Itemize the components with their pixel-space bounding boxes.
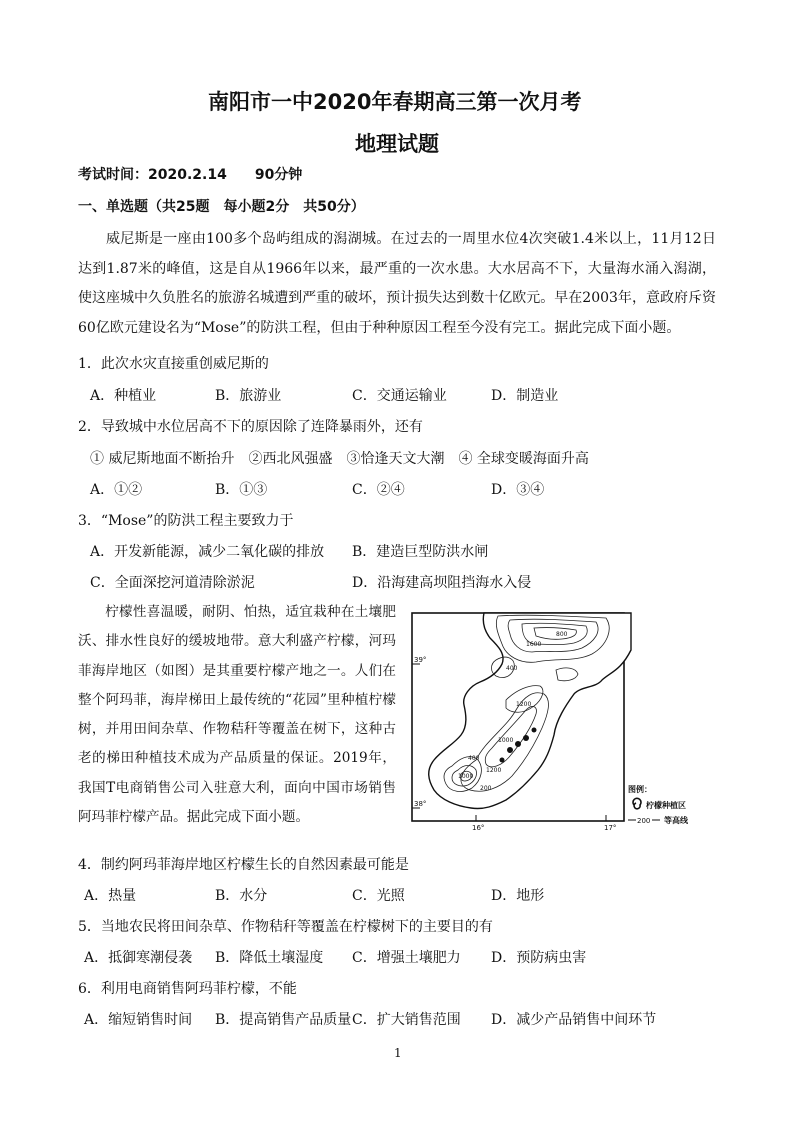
q6-option-c: C．扩大销售范围	[352, 1012, 461, 1028]
q3-option-d: D．沿海建高坝阻挡海水入侵	[352, 575, 532, 591]
exam-time: 考试时间：2020.2.14 90分钟	[78, 167, 303, 183]
map-legend	[628, 784, 689, 825]
contour-label-1: 1600	[526, 641, 542, 648]
q2-statements: ① 威尼斯地面不断抬升 ②西北风强盛 ③恰逢天文大潮 ④ 全球变暖海面升高	[90, 451, 589, 467]
q3-option-c: C．全面深挖河道清除淤泥	[90, 575, 255, 591]
passage-venice: 威尼斯是一座由100多个岛屿组成的潟湖城。在过去的一周里水位4次突破1.4米以上，11月12日达到1.87米的峰值，这是自从1966年以来，最严重的一次水患。大水居高不下，大量海水涌入潟湖，使这座城中久负胜名的旅游名城遭到严重的破坏，预计损失达到数十亿欧元。早在2003年，意政府斥资60亿欧元建设名为“Mose”的防洪工程，但由于种种原因工程至今没有完工。据此完成下面小题。	[78, 231, 716, 336]
q2-option-d: D．③④	[491, 482, 545, 498]
q1-option-a: A．种植业	[90, 388, 157, 404]
q2-option-a: A．①②	[90, 482, 143, 498]
q1-option-c: C．交通运输业	[352, 388, 447, 404]
lon-label-17: 17°	[604, 824, 617, 832]
legend-contour: 等高线	[664, 816, 688, 825]
exam-title: 南阳市一中2020年春期高三第一次月考	[208, 90, 582, 114]
question-6-stem: 6．利用电商销售阿玛菲柠檬，不能	[78, 981, 297, 997]
contour-label-2: 800	[556, 631, 568, 638]
lemon-zone-symbol	[633, 798, 641, 808]
contour-label-9: 1200	[486, 767, 502, 774]
lat-label-39: 39°	[414, 656, 427, 664]
legend-title: 图例：	[628, 785, 652, 794]
q5-option-b: B．降低土壤湿度	[215, 950, 324, 966]
section-heading: 一、单选题（共25题 每小题2分 共50分）	[78, 199, 365, 215]
question-1-stem: 1．此次水灾直接重创威尼斯的	[78, 356, 269, 372]
q5-option-d: D．预防病虫害	[491, 950, 587, 966]
q4-option-a: A．热量	[84, 888, 137, 904]
q5-option-c: C．增强土壤肥力	[352, 950, 461, 966]
q6-option-d: D．减少产品销售中间环节	[491, 1012, 657, 1028]
passage-lemon: 柠檬性喜温暖，耐阴、怕热，适宜栽种在土壤肥沃、排水性良好的缓坡地带。意大利盛产柠檬，河玛菲海岸地区（如图）是其重要柠檬产地之一。人们在整个阿玛菲，海岸梯田上最传统的“花园”里种植柠檬树，并用田间杂草、作物秸秆等覆盖在树下，这种古老的梯田种植技术成为产品质量的保证。2019年，我国T电商销售公司入驻意大利，面向中国市场销售阿玛菲柠檬产品。据此完成下面小题。	[78, 604, 396, 826]
q2-option-c: C．②④	[352, 482, 405, 498]
q4-option-c: C．光照	[352, 888, 405, 904]
q1-option-b: B．旅游业	[215, 388, 282, 404]
q1-option-d: D．制造业	[491, 388, 559, 404]
q3-option-b: B．建造巨型防洪水闸	[352, 544, 489, 560]
question-4-stem: 4．制约阿玛菲海岸地区柠檬生长的自然因素最可能是	[78, 857, 409, 873]
exam-subtitle: 地理试题	[355, 132, 439, 156]
q6-option-a: A．缩短销售时间	[84, 1012, 193, 1028]
q6-option-b: B．提高销售产品质量	[215, 1012, 352, 1028]
contour-map-graphic	[406, 610, 732, 834]
contour-label-7: 1000	[498, 737, 514, 744]
contour-label-6: 200	[480, 785, 492, 792]
lon-label-16: 16°	[472, 824, 485, 832]
page-number: 1	[394, 1046, 402, 1060]
contour-label-5: 1000	[458, 773, 474, 780]
contour-label-8: 400	[468, 755, 480, 762]
lat-label-38: 38°	[414, 800, 427, 808]
q5-option-a: A．抵御寒潮侵袭	[84, 950, 193, 966]
question-2-stem: 2．导致城中水位居高不下的原因除了连降暴雨外，还有	[78, 419, 423, 435]
legend-lemon: 柠檬种植区	[646, 801, 686, 810]
amalfi-map	[406, 610, 732, 834]
contour-label-3: 400	[506, 665, 518, 672]
q4-option-b: B．水分	[215, 888, 268, 904]
q2-option-b: B．①③	[215, 482, 268, 498]
question-3-stem: 3．“Mose”的防洪工程主要致力于	[78, 513, 294, 529]
q3-option-a: A．开发新能源，减少二氧化碳的排放	[90, 544, 325, 560]
question-5-stem: 5．当地农民将田间杂草、作物秸秆等覆盖在柠檬树下的主要目的有	[78, 919, 493, 935]
legend-contour-value: 200	[637, 817, 651, 825]
contour-label-4: 1200	[516, 701, 532, 708]
q4-option-d: D．地形	[491, 888, 545, 904]
